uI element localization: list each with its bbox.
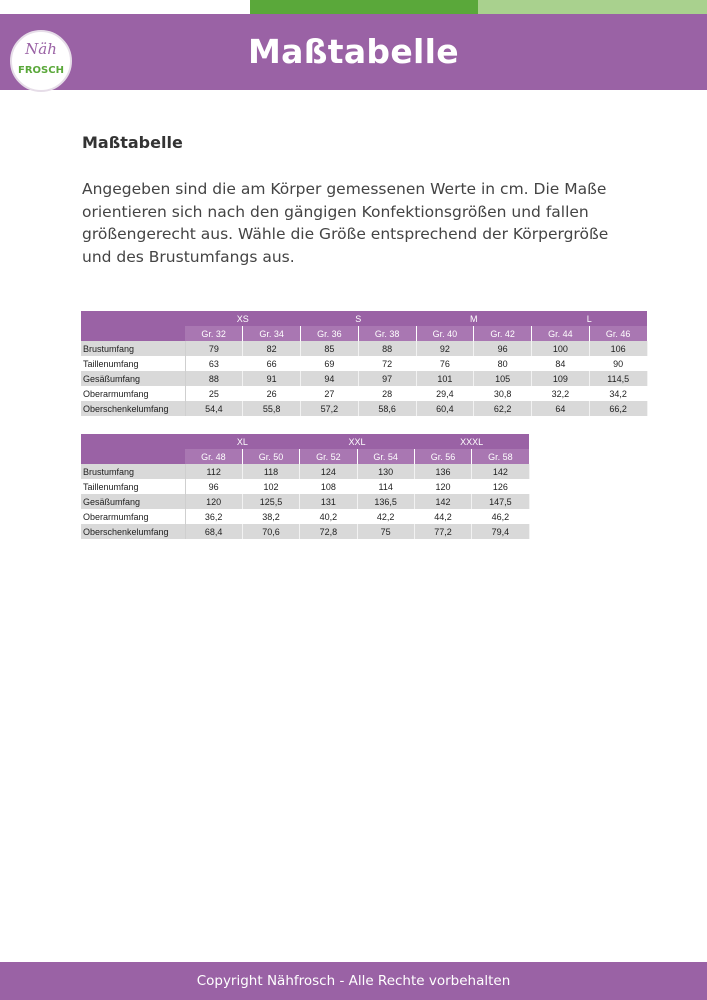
table-cell: 72 (358, 356, 416, 371)
size-group-xl: XL (185, 434, 300, 449)
table-cell: 88 (358, 341, 416, 356)
size-header: Gr. 36 (301, 326, 359, 341)
table-cell: 63 (185, 356, 243, 371)
table-row (81, 524, 529, 539)
row-label: Taillenumfang (81, 356, 185, 371)
page-footer (0, 962, 707, 1000)
row-label: Brustumfang (81, 464, 185, 479)
table-cell: 28 (358, 386, 416, 401)
table-cell: 68,4 (185, 524, 242, 539)
table-cell: 118 (242, 464, 299, 479)
table-cell: 120 (185, 494, 242, 509)
table-cell: 114 (357, 479, 414, 494)
row-label: Taillenumfang (81, 479, 185, 494)
copyright-text: Copyright Nähfrosch - Alle Rechte vorbehalten (196, 973, 511, 989)
table-cell: 114,5 (589, 371, 647, 386)
size-header: Gr. 46 (589, 326, 647, 341)
size-group-row (81, 434, 529, 449)
table-cell: 72,8 (300, 524, 357, 539)
table-cell: 100 (532, 341, 590, 356)
table-cell: 142 (414, 494, 471, 509)
size-header: Gr. 40 (416, 326, 474, 341)
size-header: Gr. 34 (243, 326, 301, 341)
table-row (81, 341, 647, 356)
logo-text-top: Näh (25, 40, 57, 58)
table-cell: 80 (474, 356, 532, 371)
size-header: Gr. 44 (532, 326, 590, 341)
table-cell: 82 (243, 341, 301, 356)
table-cell: 124 (300, 464, 357, 479)
size-header: Gr. 56 (414, 449, 471, 464)
table-cell: 69 (301, 356, 359, 371)
table-cell: 25 (185, 386, 243, 401)
size-group-m: M (416, 311, 532, 326)
table-cell: 44,2 (414, 509, 471, 524)
corner-cell (81, 311, 185, 326)
size-header: Gr. 54 (357, 449, 414, 464)
size-table-1 (81, 311, 648, 416)
light-green-bar (478, 0, 707, 14)
table-cell: 75 (357, 524, 414, 539)
size-header: Gr. 58 (472, 449, 529, 464)
size-header: Gr. 38 (358, 326, 416, 341)
corner-cell (81, 449, 185, 464)
table-cell: 30,8 (474, 386, 532, 401)
table-cell: 40,2 (300, 509, 357, 524)
table-cell: 27 (301, 386, 359, 401)
size-group-s: S (301, 311, 417, 326)
size-group-row (81, 311, 647, 326)
table-cell: 70,6 (242, 524, 299, 539)
row-label: Oberschenkelumfang (81, 401, 185, 416)
table-cell: 46,2 (472, 509, 529, 524)
row-label: Gesäßumfang (81, 371, 185, 386)
row-label: Oberarmumfang (81, 509, 185, 524)
row-label: Brustumfang (81, 341, 185, 356)
table-cell: 130 (357, 464, 414, 479)
size-number-row (81, 326, 647, 341)
table-cell: 55,8 (243, 401, 301, 416)
table-cell: 88 (185, 371, 243, 386)
size-group-xxxl: XXXL (414, 434, 529, 449)
section-title: Maßtabelle (82, 133, 183, 152)
intro-text: Angegeben sind die am Körper gemessenen Werte in cm. Die Maße orientieren sich nach den gängigen Konfektionsgrößen und fallen größengerecht aus. Wähle die Größe entsprechend der Körpergröße und des Brustumfangs aus. (82, 180, 609, 266)
table-cell: 58,6 (358, 401, 416, 416)
table-cell: 79,4 (472, 524, 529, 539)
size-header: Gr. 50 (242, 449, 299, 464)
table-row (81, 371, 647, 386)
table-cell: 96 (185, 479, 242, 494)
table-row (81, 509, 529, 524)
table-cell: 34,2 (589, 386, 647, 401)
table-cell: 102 (242, 479, 299, 494)
table-cell: 94 (301, 371, 359, 386)
table-cell: 101 (416, 371, 474, 386)
table-cell: 76 (416, 356, 474, 371)
table-cell: 66 (243, 356, 301, 371)
table-cell: 126 (472, 479, 529, 494)
table-cell: 85 (301, 341, 359, 356)
table-cell: 106 (589, 341, 647, 356)
size-table-2 (81, 434, 530, 539)
table-cell: 84 (532, 356, 590, 371)
corner-cell (81, 434, 185, 449)
table-cell: 54,4 (185, 401, 243, 416)
size-header: Gr. 32 (185, 326, 243, 341)
row-label: Gesäßumfang (81, 494, 185, 509)
row-label: Oberschenkelumfang (81, 524, 185, 539)
table-cell: 120 (414, 479, 471, 494)
table-row (81, 356, 647, 371)
table-cell: 79 (185, 341, 243, 356)
logo-text-bottom: FROSCH (18, 65, 64, 76)
page-header (0, 14, 707, 90)
table-cell: 64 (532, 401, 590, 416)
table-cell: 112 (185, 464, 242, 479)
size-group-l: L (532, 311, 648, 326)
table-cell: 29,4 (416, 386, 474, 401)
table-row (81, 479, 529, 494)
table-row (81, 386, 647, 401)
table-cell: 125,5 (242, 494, 299, 509)
table-cell: 38,2 (242, 509, 299, 524)
size-number-row (81, 449, 529, 464)
green-bar (250, 0, 478, 14)
size-header: Gr. 48 (185, 449, 242, 464)
size-header: Gr. 42 (474, 326, 532, 341)
table-cell: 66,2 (589, 401, 647, 416)
table-cell: 62,2 (474, 401, 532, 416)
table-row (81, 401, 647, 416)
size-group-xxl: XXL (300, 434, 415, 449)
table-cell: 77,2 (414, 524, 471, 539)
table-row (81, 464, 529, 479)
table-row (81, 494, 529, 509)
table-cell: 36,2 (185, 509, 242, 524)
size-header: Gr. 52 (300, 449, 357, 464)
page-title: Maßtabelle (248, 32, 459, 71)
table-cell: 91 (243, 371, 301, 386)
top-color-bars (0, 0, 707, 14)
table-cell: 142 (472, 464, 529, 479)
table-cell: 136 (414, 464, 471, 479)
table-cell: 32,2 (532, 386, 590, 401)
table-cell: 60,4 (416, 401, 474, 416)
table-cell: 90 (589, 356, 647, 371)
table-cell: 96 (474, 341, 532, 356)
table-cell: 108 (300, 479, 357, 494)
table-cell: 97 (358, 371, 416, 386)
table-cell: 109 (532, 371, 590, 386)
table-cell: 42,2 (357, 509, 414, 524)
corner-cell (81, 326, 185, 341)
table-cell: 147,5 (472, 494, 529, 509)
table-cell: 131 (300, 494, 357, 509)
size-group-xs: XS (185, 311, 301, 326)
table-cell: 26 (243, 386, 301, 401)
table-cell: 92 (416, 341, 474, 356)
table-cell: 136,5 (357, 494, 414, 509)
table-cell: 57,2 (301, 401, 359, 416)
row-label: Oberarmumfang (81, 386, 185, 401)
table-cell: 105 (474, 371, 532, 386)
